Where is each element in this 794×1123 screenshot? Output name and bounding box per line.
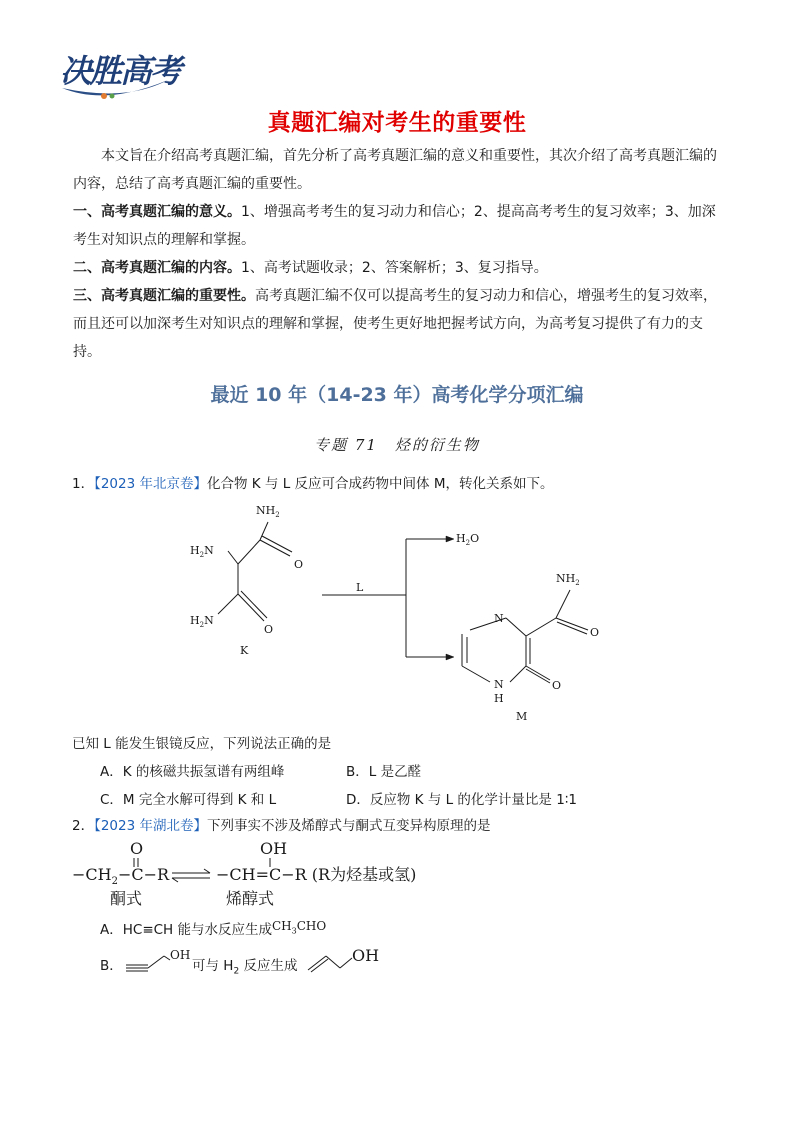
q1-option-d[interactable]: D．反应物 K 与 L 的化学计量比是 1∶1 <box>346 792 577 808</box>
point-2-body: 1、高考试题收录；2、答案解析；3、复习指导。 <box>241 260 548 276</box>
k-nh2-label: $NH_2$ <box>256 504 280 519</box>
molecule-k <box>190 504 303 657</box>
reaction-scheme <box>160 496 620 728</box>
q2-option-b[interactable] <box>100 946 420 980</box>
point-1-body: 1、增强高考考生的复习动力和信心；2、提高高考考生的复习效率；3、加深考生对知识点的理解和掌握。 <box>73 204 716 248</box>
m-h-label: H <box>494 692 504 705</box>
enol-right: −CH=C−R (R为烃基或氢) <box>216 865 417 884</box>
enol-oh: OH <box>260 839 288 858</box>
q1-option-a[interactable]: A．K 的核磁共振氢谱有两组峰 <box>100 764 285 780</box>
reagent-l-label: L <box>356 581 364 594</box>
question-1-number: 1． <box>72 476 95 492</box>
q1-option-b[interactable]: B．L 是乙醛 <box>346 764 422 780</box>
m-nh2-label: $NH_2$ <box>556 572 580 587</box>
q2-option-b-oh2: OH <box>352 946 380 965</box>
section-title: 最近 10 年（14-23 年）高考化学分项汇编 <box>210 384 584 406</box>
point-3-body: 高考真题汇编不仅可以提高考生的复习动力和信心，增强考生的复习效率，而且还可以加深考生对知识点的理解和掌握，使考生更好地把握考试方向，为高考复习提供了有力的支持。 <box>73 288 717 360</box>
intro-text: 本文旨在介绍高考真题汇编，首先分析了高考真题汇编的意义和重要性，其次介绍了高考真题汇编的内容，总结了高考真题汇编的重要性。 <box>73 148 717 192</box>
q1-option-c[interactable]: C．M 完全水解可得到 K 和 L <box>100 792 277 808</box>
keto-label: 酮式 <box>110 889 143 908</box>
k-label: K <box>240 644 249 657</box>
question-2-number: 2． <box>72 818 95 834</box>
water-label: $H_2O$ <box>456 532 480 547</box>
q2-option-a-label: A．HC≡CH 能与水反应生成 <box>100 922 272 938</box>
q2-option-b-label: B． <box>100 958 123 974</box>
k-o1-label: O <box>294 558 304 571</box>
m-nh-label: N <box>494 678 504 691</box>
intro-paragraph <box>73 142 728 198</box>
question-1-source: 【2023 年北京卷】 <box>94 476 207 492</box>
molecule-m <box>462 572 599 723</box>
logo-text: 决胜高考 <box>60 52 181 90</box>
m-o1-label: O <box>590 626 600 639</box>
m-n-label: N <box>494 612 504 625</box>
doc-title: 真题汇编对考生的重要性 <box>267 110 527 136</box>
point-2 <box>73 254 728 282</box>
question-2-source: 【2023 年湖北卷】 <box>94 818 207 834</box>
keto-left: $-CH_2-C-R$ <box>72 865 170 887</box>
question-2-text: 下列事实不涉及烯醇式与酮式互变异构原理的是 <box>207 818 491 834</box>
keto-o: O <box>130 839 144 858</box>
topic-subtitle: 专题 71 烃的衍生物 <box>314 436 480 454</box>
point-3-head: 三、高考真题汇编的重要性。 <box>73 288 255 304</box>
tautomer-equation <box>70 836 450 910</box>
question-1-text: 化合物 K 与 L 反应可合成药物中间体 M，转化关系如下。 <box>207 476 554 492</box>
point-1 <box>73 198 728 254</box>
question-1-stem <box>72 472 553 492</box>
q2-option-a[interactable] <box>100 918 326 939</box>
enol-label: 烯醇式 <box>226 889 275 908</box>
k-h2n-label: $H_2N$ <box>190 544 214 559</box>
point-3 <box>73 282 728 366</box>
question-1-known: 已知 L 能发生银镜反应，下列说法正确的是 <box>72 736 332 752</box>
k-h2n2-label: $H_2N$ <box>190 614 214 629</box>
m-label: M <box>516 710 528 723</box>
k-o2-label: O <box>264 623 274 636</box>
q2-option-a-product: $CH_3CHO$ <box>272 919 327 936</box>
q2-option-b-mid: 可与 $H_2$ 反应生成 <box>192 958 298 977</box>
q2-option-b-oh1: OH <box>170 948 191 962</box>
reaction-arrows <box>322 532 479 660</box>
m-o2-label: O <box>552 679 562 692</box>
point-2-head: 二、高考真题汇编的内容。 <box>73 260 241 276</box>
point-1-head: 一、高考真题汇编的意义。 <box>73 204 241 220</box>
question-2-stem <box>72 814 491 834</box>
